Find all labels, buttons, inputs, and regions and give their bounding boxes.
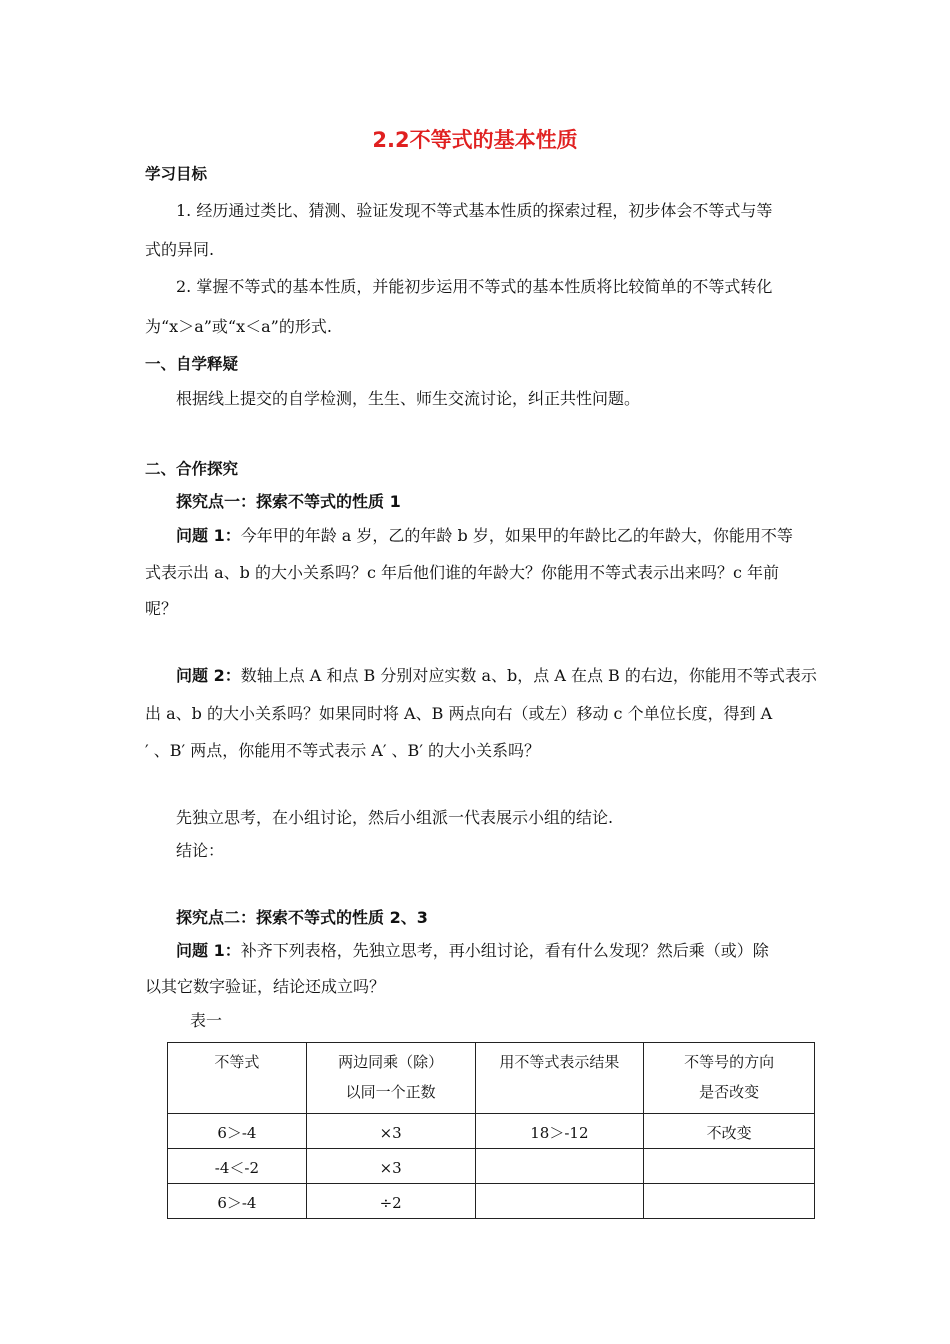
table-caption: 表一 <box>190 1011 223 1030</box>
question-label: 问题 1： <box>176 526 241 545</box>
objective-2-line-1: 2. 掌握不等式的基本性质，并能初步运用不等式的基本性质将比较简单的不等式转化 <box>176 277 773 296</box>
table-header-row <box>168 1043 815 1114</box>
header-text: 不等号的方向 <box>684 1053 775 1071</box>
table-cell: ÷2 <box>306 1184 475 1219</box>
header-cell-operation <box>306 1043 475 1114</box>
point-2-question-1-line-2: 以其它数字验证，结论还成立吗？ <box>145 977 386 996</box>
conclusion-label: 结论： <box>176 841 225 860</box>
point-1-question-1-line-2: 式表示出 a、b 的大小关系吗？c 年后他们谁的年龄大？你能用不等式表示出来吗？c 年前 <box>145 563 780 582</box>
question-text: 补齐下列表格，先独立思考，再小组讨论，看有什么发现？然后乘（或）除 <box>240 941 769 960</box>
table-row <box>168 1114 815 1149</box>
question-label: 问题 1： <box>176 941 241 960</box>
table-cell: 18＞-12 <box>475 1114 644 1149</box>
point-1-question-1-line-3: 呢？ <box>145 599 178 618</box>
question-label: 问题 2： <box>176 666 241 685</box>
table-cell-blank[interactable] <box>475 1184 644 1219</box>
point-2-question-1-line-1 <box>176 941 769 961</box>
question-text: 今年甲的年龄 a 岁，乙的年龄 b 岁，如果甲的年龄比乙的年龄大，你能用不等 <box>240 526 793 545</box>
think-instruction: 先独立思考，在小组讨论，然后小组派一代表展示小组的结论. <box>176 808 614 827</box>
section-1-text: 根据线上提交的自学检测，生生、师生交流讨论，纠正共性问题。 <box>176 389 641 408</box>
section-2-heading: 二、合作探究 <box>145 460 239 478</box>
point-1-heading: 探究点一：探索不等式的性质 1 <box>176 492 401 511</box>
header-text: 以同一个正数 <box>345 1083 436 1101</box>
table-cell: -4＜-2 <box>168 1149 307 1184</box>
table-cell: 6＞-4 <box>168 1114 307 1149</box>
point-1-question-2-line-3: ′ 、B′ 两点，你能用不等式表示 A′ 、B′ 的大小关系吗？ <box>145 741 541 760</box>
header-text: 不等式 <box>214 1053 260 1071</box>
table-row <box>168 1149 815 1184</box>
header-cell-inequality <box>168 1043 307 1114</box>
objective-1-line-2: 式的异同. <box>145 240 215 259</box>
inequality-table <box>167 1042 815 1219</box>
point-1-question-1-line-1 <box>176 526 793 546</box>
table-cell-blank[interactable] <box>644 1184 815 1219</box>
objectives-heading: 学习目标 <box>145 165 208 183</box>
table-cell-blank[interactable] <box>475 1149 644 1184</box>
page-title: 2.2不等式的基本性质 <box>372 128 578 152</box>
question-text: 数轴上点 A 和点 B 分别对应实数 a、b，点 A 在点 B 的右边，你能用不等式表示 <box>240 666 817 685</box>
header-cell-direction <box>644 1043 815 1114</box>
point-2-heading: 探究点二：探索不等式的性质 2、3 <box>176 908 428 927</box>
header-cell-result <box>475 1043 644 1114</box>
table-cell: ×3 <box>306 1114 475 1149</box>
table-cell-blank[interactable] <box>644 1149 815 1184</box>
header-text: 是否改变 <box>699 1083 760 1101</box>
objective-1-line-1: 1. 经历通过类比、猜测、验证发现不等式基本性质的探索过程，初步体会不等式与等 <box>176 201 773 220</box>
point-1-question-2-line-2: 出 a、b 的大小关系吗？如果同时将 A、B 两点向右（或左）移动 c 个单位长度，得到 A <box>145 704 773 723</box>
table-cell: 不改变 <box>644 1114 815 1149</box>
objective-2-line-2: 为“x＞a”或“x＜a”的形式. <box>145 317 332 336</box>
header-text: 用不等式表示结果 <box>499 1053 620 1071</box>
table-cell: ×3 <box>306 1149 475 1184</box>
table-row <box>168 1184 815 1219</box>
point-1-question-2-line-1 <box>176 666 817 686</box>
section-1-heading: 一、自学释疑 <box>145 355 239 373</box>
header-text: 两边同乘（除） <box>338 1053 444 1071</box>
table-cell: 6＞-4 <box>168 1184 307 1219</box>
